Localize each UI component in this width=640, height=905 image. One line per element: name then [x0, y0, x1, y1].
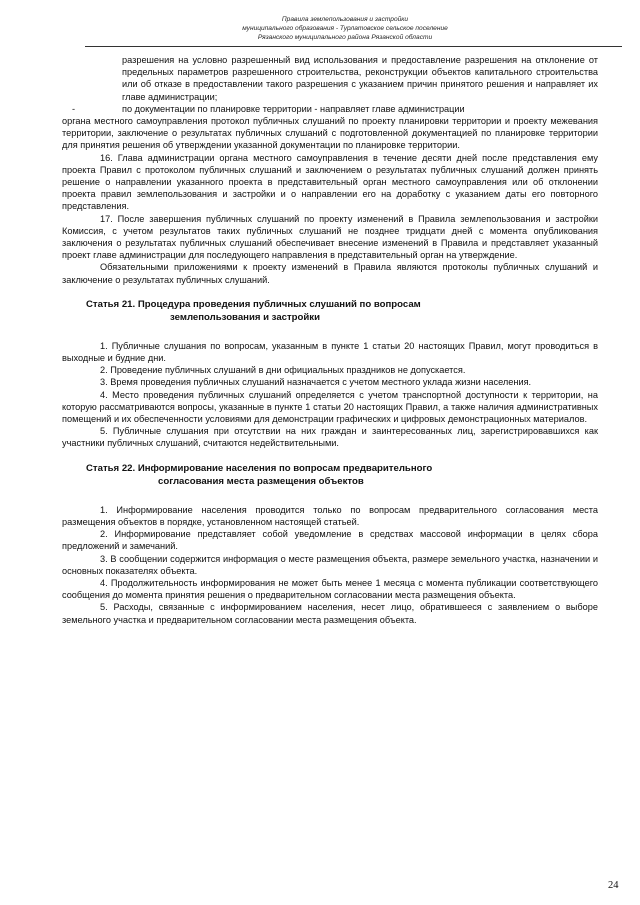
article-22-item-1: 1. Информирование населения проводится только по вопросам предварительного согласования места размещения объектов в порядке, установленном настоящей статьей.	[62, 504, 598, 527]
article-21-item-4: 4. Место проведения публичных слушаний определяется с учетом транспортной доступности к территории, на которую рассматриваются вопросы, указанные в пункте 1 статьи 20 настоящих Правил, а также наличия административных помещений и их обеспеченности условиями для демонстрации графических и цифровых демонстрационных материалов.	[62, 389, 598, 425]
paragraph-appendices: Обязательными приложениями к проекту изменений в Правила являются протоколы публичных слушаний и заключение о результатах публичных слушаний.	[62, 262, 598, 285]
article-21-title: Статья 21. Процедура проведения публичных слушаний по вопросам	[86, 298, 421, 310]
article-22-heading	[86, 462, 598, 475]
article-21-heading	[86, 298, 598, 311]
article-22-item-2: 2. Информирование представляет собой уведомление в средствах массовой информации в целях сбора предложений и замечаний.	[62, 529, 598, 552]
article-21-item-3: 3. Время проведения публичных слушаний назначается с учетом местного уклада жизни населения.	[100, 377, 532, 388]
document-body	[62, 54, 598, 626]
bullet-marker: -	[72, 103, 76, 114]
page-header	[210, 15, 480, 42]
article-21-subtitle: землепользования и застройки	[170, 311, 321, 323]
header-line-1: Правила землепользования и застройки	[281, 16, 409, 23]
article-21-item-1: 1. Публичные слушания по вопросам, указанным в пункте 1 статьи 20 настоящих Правил, могут проводиться в выходные и будние дни.	[62, 340, 598, 364]
bullet-continuation: органа местного самоуправления протокол публичных слушаний по проекту планировки территории и проекту межевания территории, заключение о результатах публичных слушаний с подготовленной документацией по планировке территории для принятия решения об утверждении указанной документации по планировке территории.	[62, 116, 598, 151]
bullet-first-line: по документации по планировке территории - направляет главе администрации	[122, 103, 465, 114]
header-line-3: Рязанского муниципального района Рязанской области	[257, 34, 433, 41]
article-21-item-2: 2. Проведение публичных слушаний в дни официальных праздников не допускается.	[100, 365, 466, 376]
bullet-item	[72, 103, 598, 115]
header-line-2: муниципального образования - Турлатовское сельское поселение	[242, 25, 448, 32]
page-number: 24	[608, 880, 619, 891]
header-divider	[85, 46, 622, 47]
article-22-item-4: 4. Продолжительность информирования не может быть менее 1 месяца с момента публикации соответствующего сообщения до момента принятия решения о предварительном согласовании места размещения объекта.	[62, 577, 598, 601]
continuation-paragraph: разрешения на условно разрешенный вид использования и предоставление разрешения на отклонение от предельных параметров разрешенного строительства, реконструкции объектов капитального строительства или об отказе в предоставлении такого разрешения с указанием причин принятого решения и направляет их главе администрации;	[122, 55, 598, 102]
article-22-item-5: 5. Расходы, связанные с информированием населения, несет лицо, обратившееся с заявлением о выборе земельного участка и предварительном согласовании места размещения объекта.	[62, 602, 598, 625]
article-22-title: Статья 22. Информирование населения по вопросам предварительного	[86, 462, 433, 474]
article-21-item-5: 5. Публичные слушания при отсутствии на них граждан и заинтересованных лиц, зарегистрировавшихся как участники публичных слушаний, считаются недействительными.	[62, 426, 598, 449]
article-22-subtitle: согласования места размещения объектов	[158, 475, 364, 487]
article-22-item-3: 3. В сообщении содержится информация о месте размещения объекта, размере земельного участка, назначении и основных показателях объекта.	[62, 553, 598, 576]
paragraph-17: 17. После завершения публичных слушаний по проекту изменений в Правила землепользования и застройки Комиссия, с учетом результатов таких публичных слушаний не позднее тридцати дней с момента опубликования заключения о результатах публичных слушаний обеспечивает внесение изменений в Правила и представляет указанный проект главе администрации для последующего направления в представительный орган на утверждение.	[62, 213, 598, 261]
paragraph-16: 16. Глава администрации органа местного самоуправления в течение десяти дней после представления ему проекта Правил с протоколом публичных слушаний и заключением о результатах публичных слушаний должен принять решение о направлении указанного проекта в представительный орган местного самоуправления или об отклонении проекта правил землепользования и застройки и о направлении его на доработку с указанием даты его повторного представления.	[62, 152, 598, 212]
